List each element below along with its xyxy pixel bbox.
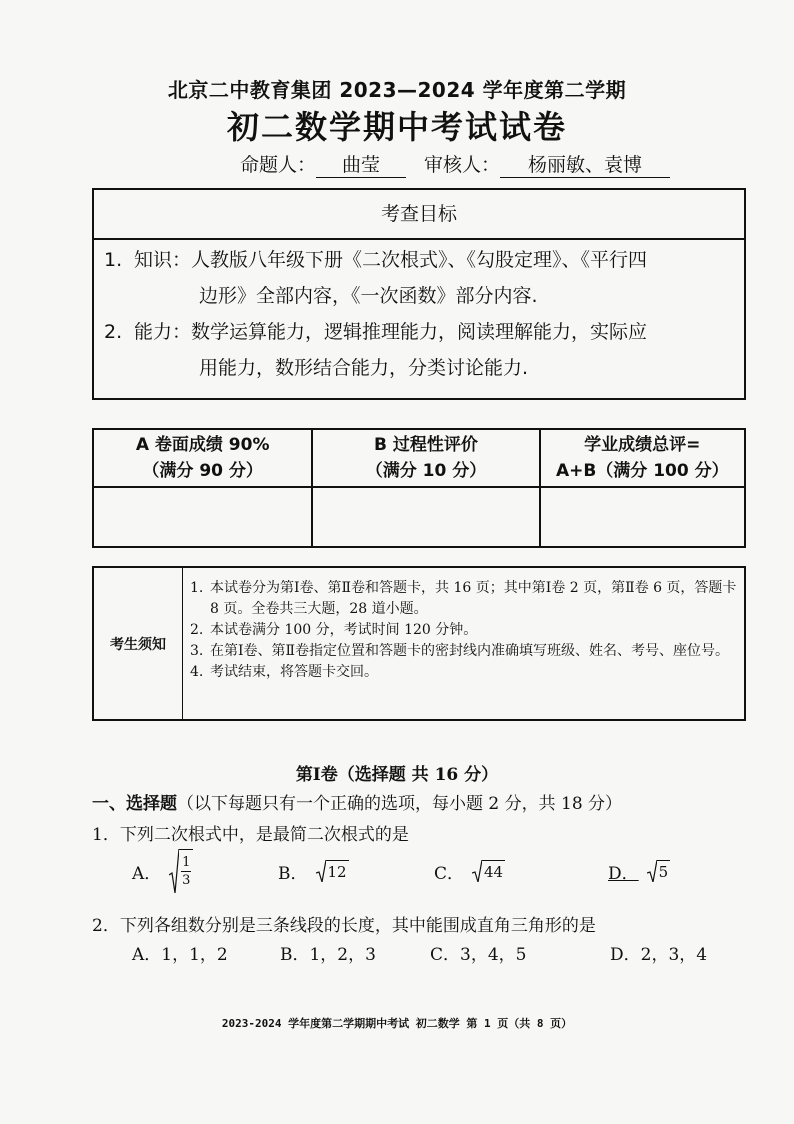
score-table: [92, 428, 746, 548]
numerator: 1: [182, 855, 191, 870]
notice-item: [190, 620, 740, 641]
option-letter: D．: [608, 863, 639, 884]
question-1-options: [132, 848, 732, 894]
radicand: 44: [482, 860, 505, 882]
goal-number: 1.: [104, 249, 123, 271]
radicand: 5: [657, 860, 671, 882]
score-col-b-sub: （满分 10 分）: [365, 461, 487, 481]
radical-sign-icon: [472, 860, 482, 882]
option-b[interactable]: [278, 848, 349, 894]
notice-number: 2.: [190, 622, 204, 638]
sqrt-expression: [647, 860, 671, 882]
authors-line: [240, 150, 670, 178]
question-2-stem: 2．下列各组数分别是三条线段的长度，其中能围成直角三角形的是: [92, 916, 596, 936]
sqrt-expression: [316, 860, 349, 882]
notice-label: 考生须知: [94, 568, 183, 719]
score-col-c: [540, 429, 745, 487]
notice-number: 3.: [190, 643, 204, 659]
goal-item-ability: [104, 314, 739, 386]
option-letter: A．: [132, 863, 162, 884]
notice-item: [190, 578, 740, 620]
score-col-a-sub: （满分 90 分）: [142, 461, 263, 481]
fraction-bar: [181, 871, 191, 872]
option-letter: B．: [278, 863, 308, 884]
option-c[interactable]: C．3，4，5: [430, 945, 527, 965]
notice-item: [190, 641, 740, 662]
notice-list: [190, 578, 740, 683]
notice-text: 本试卷分为第Ⅰ卷、第Ⅱ卷和答题卡，共 16 页；其中第Ⅰ卷 2 页，第Ⅱ卷 6 页，答题卡 8 页。全卷共三大题，28 道小题。: [210, 580, 737, 617]
part-label: 一、选择题: [92, 794, 177, 814]
goals-box: [92, 188, 746, 400]
author-label: 命题人：: [240, 154, 317, 176]
option-c[interactable]: [434, 848, 505, 894]
radical-sign-icon: [647, 860, 657, 882]
goals-heading: 考查目标: [94, 190, 744, 240]
goal-text-line1: 人教版八年级下册《二次根式》、《勾股定理》、《平行四: [191, 249, 648, 271]
score-col-b-title: B 过程性评价: [374, 435, 478, 455]
score-cell-a[interactable]: [93, 487, 312, 547]
option-d[interactable]: D．2，3，4: [610, 945, 708, 965]
reviewer-label: 审核人：: [424, 154, 501, 176]
score-cell-b[interactable]: [312, 487, 539, 547]
option-a[interactable]: A．1，1，2: [132, 945, 228, 965]
notice-box: [92, 566, 746, 721]
option-d[interactable]: [608, 848, 670, 894]
sqrt-expression: [472, 860, 505, 882]
option-a[interactable]: [132, 848, 193, 894]
exam-title: 初二数学期中考试试卷: [226, 108, 567, 146]
goal-label: 能力：: [134, 321, 192, 343]
score-col-a-title: A 卷面成绩 90%: [135, 435, 270, 455]
radicand: 12: [326, 860, 349, 882]
question-1-stem: 1．下列二次根式中，是最简二次根式的是: [92, 825, 409, 845]
school-line: 北京二中教育集团 2023—2024 学年度第二学期: [167, 78, 627, 102]
goal-item-knowledge: [104, 242, 739, 314]
radical-sign-icon: [169, 849, 179, 893]
part-description: （以下每题只有一个正确的选项，每小题 2 分，共 18 分）: [177, 794, 623, 814]
goal-number: 2.: [104, 321, 123, 343]
radical-sign-icon: [316, 860, 326, 882]
denominator: 3: [182, 873, 191, 888]
fraction: [181, 855, 191, 888]
notice-text: 考试结束，将答题卡交回。: [210, 664, 378, 680]
score-col-c-title: 学业成绩总评=: [584, 435, 701, 455]
option-b[interactable]: B．1，2，3: [280, 945, 376, 965]
score-col-c-sub: A+B（满分 100 分）: [555, 461, 729, 481]
notice-number: 1.: [190, 580, 204, 596]
page-footer: 2023-2024 学年度第二学期期中考试 初二数学 第 1 页（共 8 页）: [221, 1017, 573, 1030]
score-col-a: [93, 429, 312, 487]
notice-text: 本试卷满分 100 分，考试时间 120 分钟。: [210, 622, 478, 638]
goal-text-line2: 边形》全部内容，《一次函数》部分内容.: [199, 285, 538, 307]
option-letter: C．: [434, 863, 465, 884]
goal-text-line1: 数学运算能力，逻辑推理能力，阅读理解能力，实际应: [191, 321, 648, 343]
goal-text-line2: 用能力，数形结合能力，分类讨论能力.: [199, 357, 529, 379]
reviewer-names: 杨丽敏、袁博: [500, 150, 670, 178]
score-col-b: [312, 429, 539, 487]
part-heading: [92, 789, 622, 814]
author-name: 曲莹: [316, 150, 406, 178]
question-2-options: [132, 940, 732, 964]
sqrt-expression: [169, 849, 193, 893]
score-cell-total[interactable]: [540, 487, 745, 547]
notice-number: 4.: [190, 664, 204, 680]
score-table-row: [93, 487, 745, 547]
section-title: 第Ⅰ卷（选择题 共 16 分）: [295, 765, 499, 785]
goal-label: 知识：: [134, 249, 192, 271]
notice-text: 在第Ⅰ卷、第Ⅱ卷指定位置和答题卡的密封线内准确填写班级、姓名、考号、座位号。: [210, 643, 730, 659]
notice-item: [190, 662, 740, 683]
score-table-header: [93, 429, 745, 487]
radicand: [179, 849, 193, 893]
